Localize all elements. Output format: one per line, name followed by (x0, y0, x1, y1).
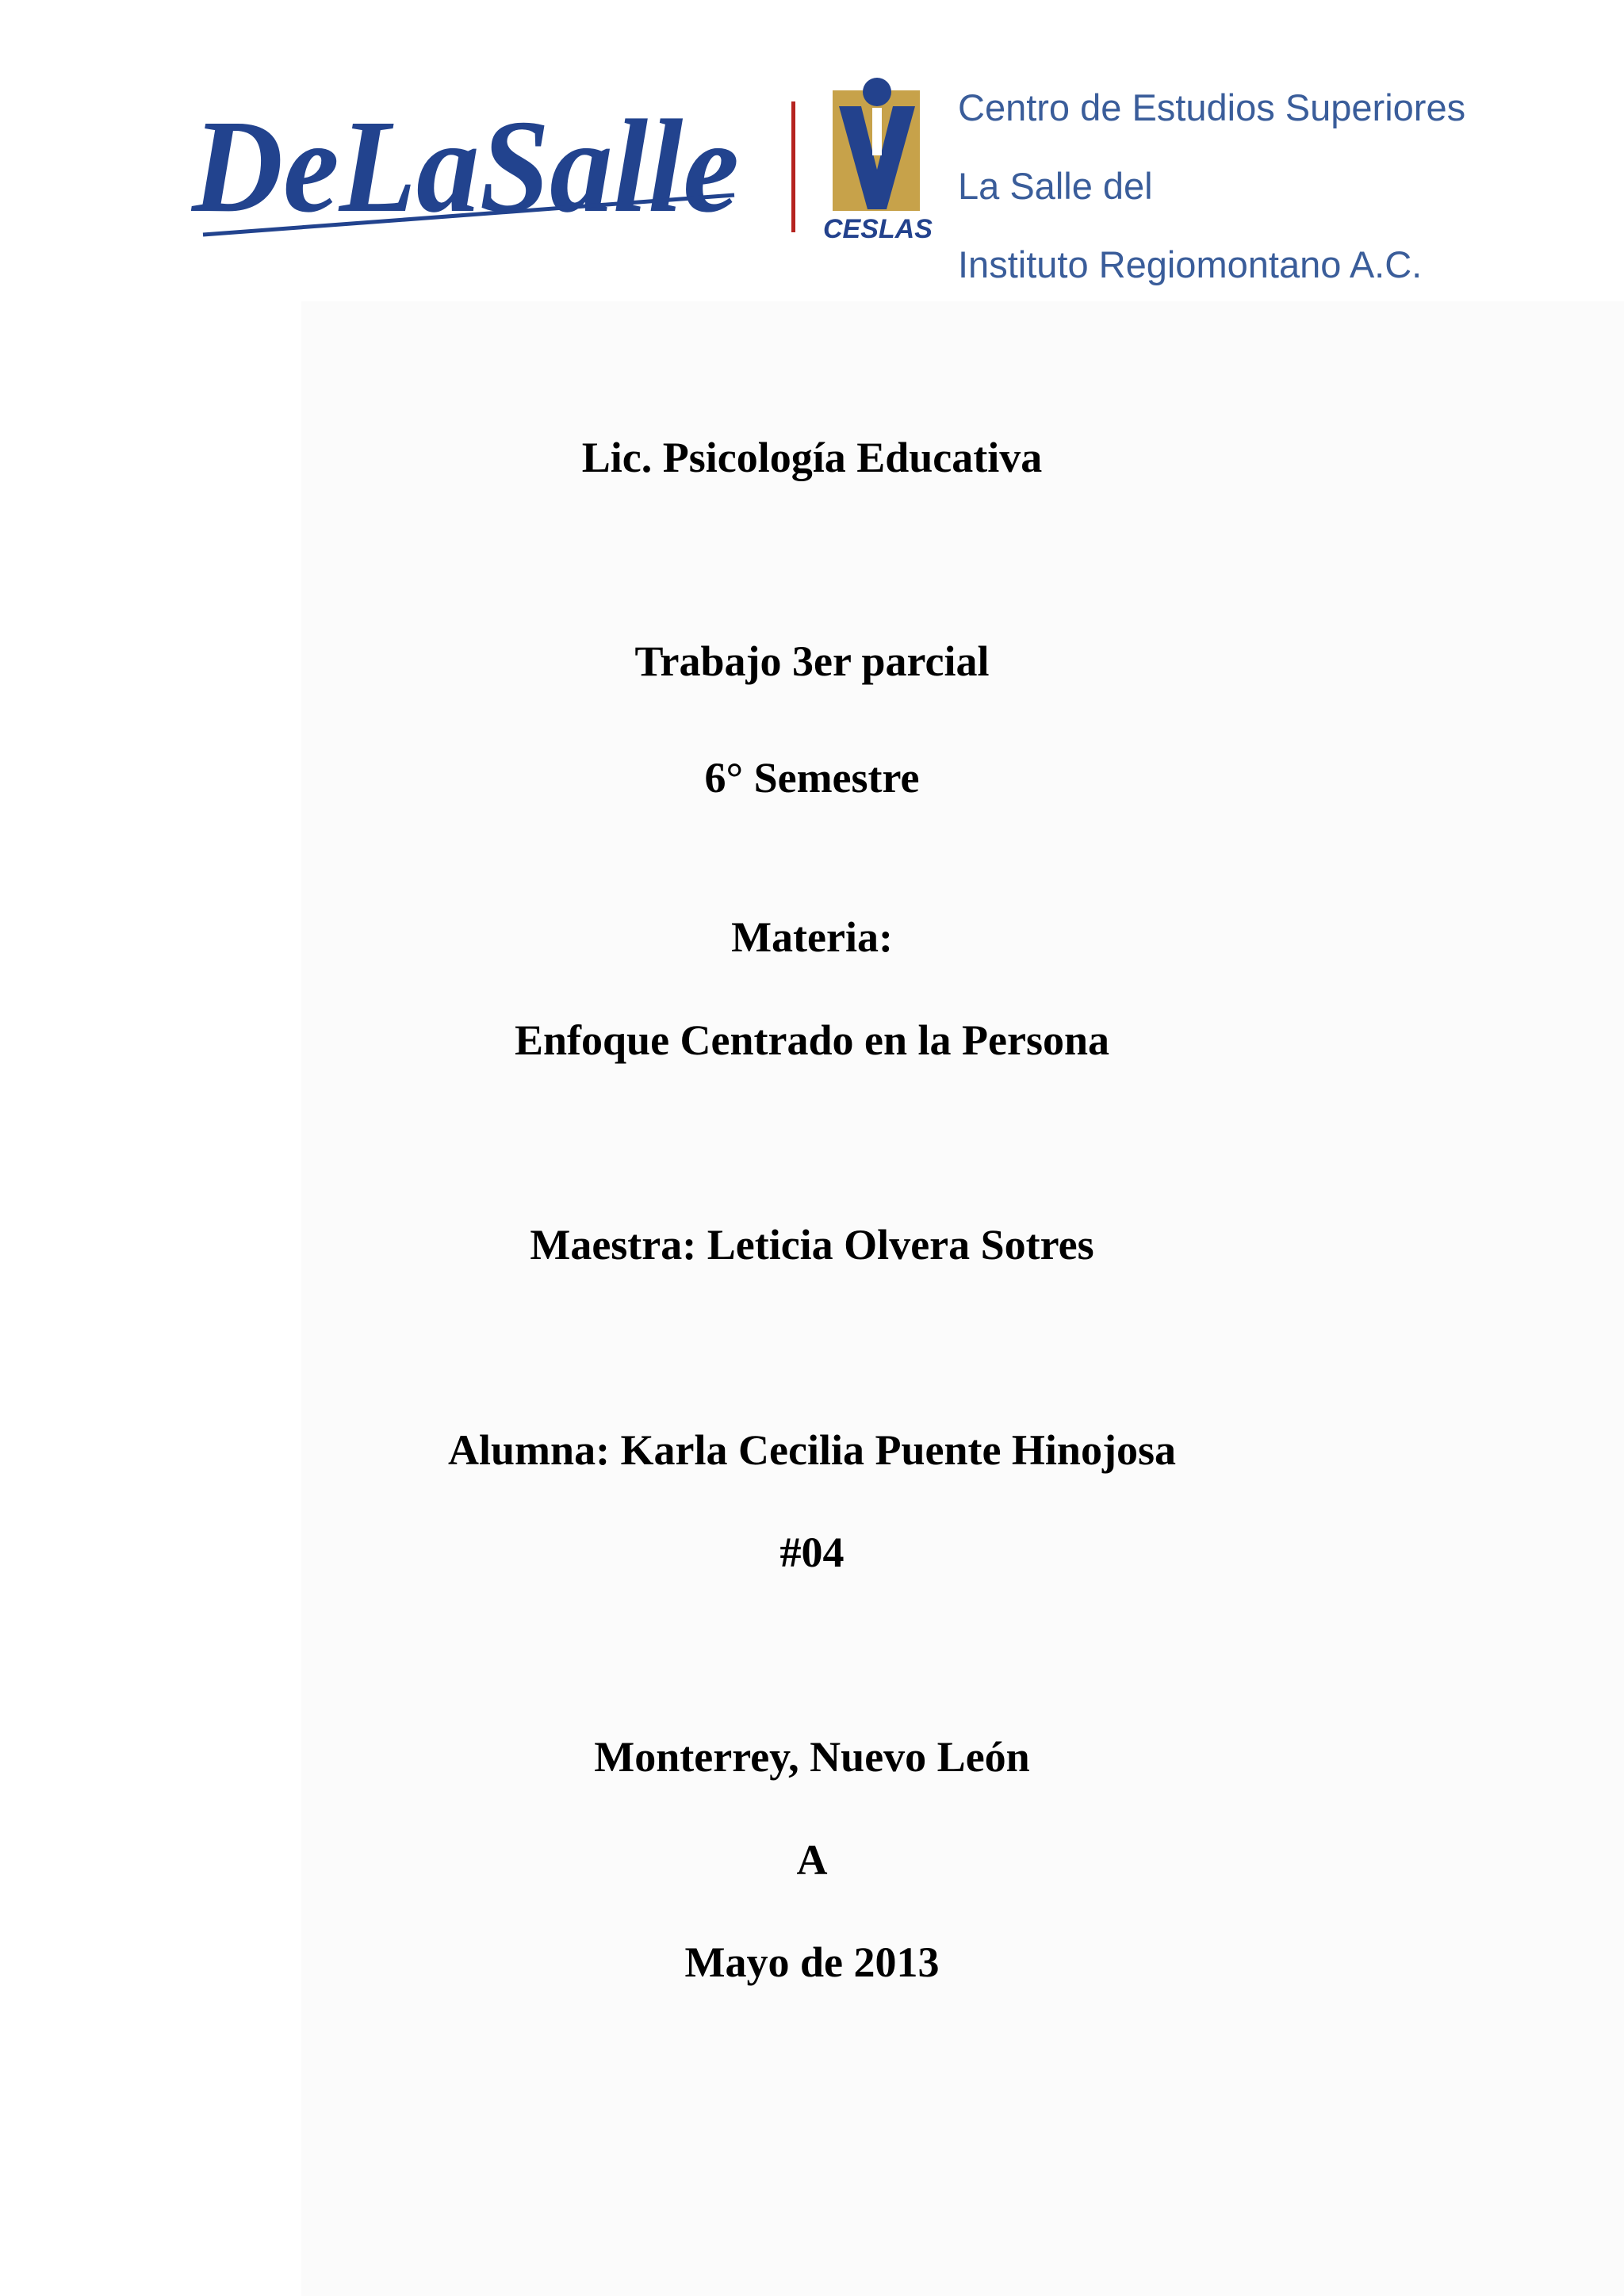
institution-line-1: Centro de Estudios Superiores (958, 86, 1466, 128)
program-name: Lic. Psicología Educativa (581, 434, 1043, 481)
student-name: Alumna: Karla Cecilia Puente Hinojosa (448, 1426, 1176, 1474)
ceslas-logo (823, 76, 931, 249)
teacher-name: Maestra: Leticia Olvera Sotres (530, 1221, 1094, 1269)
institution-name (958, 68, 1465, 304)
ceslas-mark-icon (833, 76, 920, 211)
subject-name: Enfoque Centrado en la Persona (514, 1016, 1109, 1064)
semester: 6° Semestre (704, 754, 920, 802)
date: Mayo de 2013 (684, 1938, 940, 1986)
logo-divider (791, 101, 795, 232)
institution-line-2: La Salle del (958, 165, 1153, 207)
ceslas-label: CESLAS (823, 214, 933, 244)
letterhead (0, 0, 1624, 301)
delasalle-logo (187, 76, 752, 251)
student-number: #04 (779, 1529, 845, 1576)
place: Monterrey, Nuevo León (594, 1733, 1030, 1781)
connector: A (796, 1836, 828, 1884)
institution-line-3: Instituto Regiomontano A.C. (958, 243, 1423, 285)
subject-label: Materia: (731, 913, 893, 961)
work-title: Trabajo 3er parcial (634, 637, 990, 685)
svg-text:DeLaSalle: DeLaSalle (190, 93, 739, 240)
